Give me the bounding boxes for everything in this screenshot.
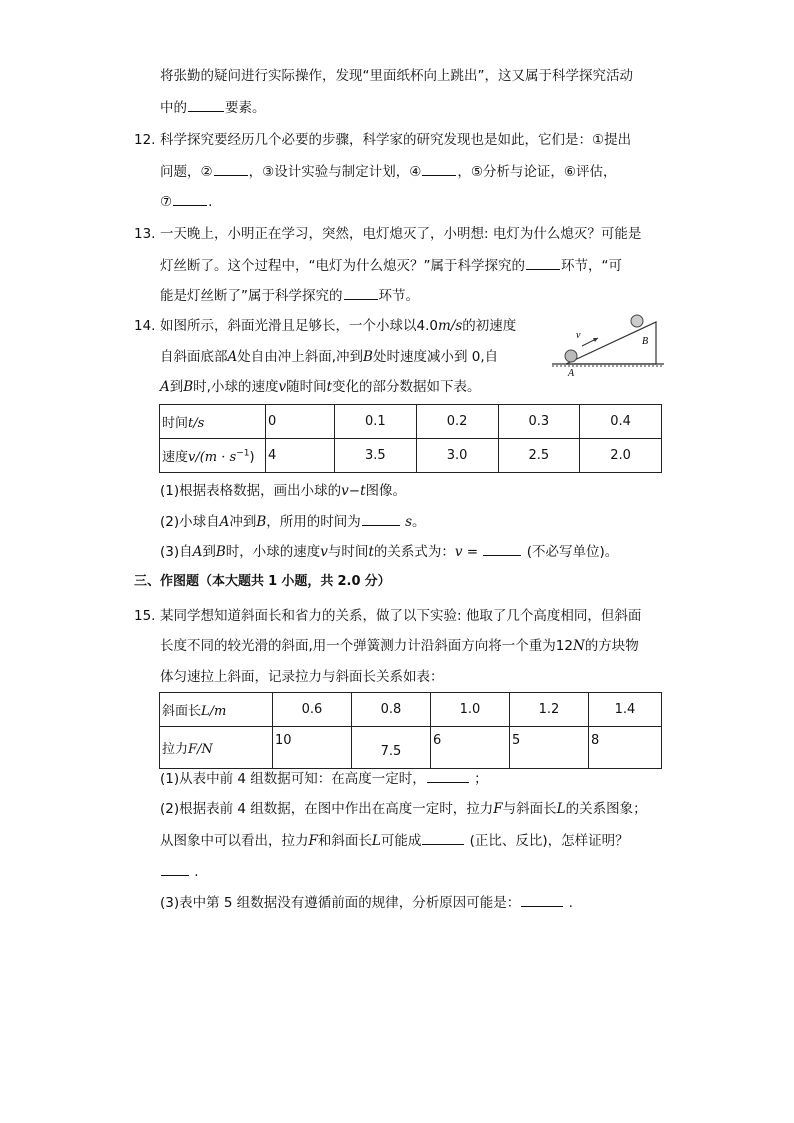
- table-cell: 0.1: [335, 405, 417, 439]
- table-cell: 2.0: [580, 439, 662, 473]
- answer-blank[interactable]: [173, 191, 207, 206]
- answer-blank[interactable]: [526, 255, 560, 270]
- label-b: B: [642, 336, 649, 347]
- q15-line-3: 体匀速拉上斜面，记录拉力与斜面长关系如表：: [160, 669, 444, 685]
- q14-sub-2: (2)小球自A冲到B，所用的时间为 s。: [160, 511, 426, 532]
- answer-blank[interactable]: [483, 541, 521, 556]
- q15-sub-1: (1)从表中前 4 组数据可知：在高度一定时， ；: [160, 768, 488, 789]
- row-header-force: 拉力F/N: [160, 727, 273, 769]
- table-row: [160, 693, 662, 727]
- q15-line-2: 长度不同的较光滑的斜面,用一个弹簧测力计沿斜面方向将一个重为12N的方块物: [160, 638, 639, 654]
- question-number-14: 14.: [134, 318, 156, 334]
- table-cell: 0: [266, 405, 335, 439]
- q15-sub-3: (3)表中第 5 组数据没有遵循前面的规律，分析原因可能是： .: [160, 892, 573, 913]
- answer-blank[interactable]: [422, 830, 464, 845]
- q14-line-1: 如图所示，斜面光滑且足够长，一个小球以4.0m/s的初速度: [160, 318, 517, 334]
- q14-sub-3: (3)自A到B时，小球的速度v与时间t的关系式为：v = (不必写单位)。: [160, 541, 618, 562]
- q15-sub-2: (2)根据表前 4 组数据，在图中作出在高度一定时，拉力F与斜面长L的关系图象；: [160, 801, 647, 817]
- table-cell: 3.5: [335, 439, 417, 473]
- table-cell: 7.5: [352, 727, 431, 769]
- q11-line-1: 将张勤的疑问进行实际操作，发现“里面纸杯向上跳出”，这又属于科学探究活动: [160, 68, 633, 84]
- row-header-time: 时间t/s: [160, 405, 266, 439]
- q12-line-3: ⑦ .: [160, 191, 212, 212]
- table-cell: 0.8: [352, 693, 431, 727]
- q15-sub-2-line-2: 从图象中可以看出，拉力F和斜面长L可能成 (正比、反比)，怎样证明？: [160, 830, 629, 851]
- table-row: [160, 405, 662, 439]
- table-cell: 1.2: [510, 693, 589, 727]
- table-cell: 0.2: [416, 405, 498, 439]
- q14-line-3: A到B时,小球的速度v随时间t变化的部分数据如下表。: [160, 379, 481, 395]
- table-cell: 2.5: [498, 439, 580, 473]
- table-row: [160, 727, 662, 769]
- q14-line-2: 自斜面底部A处自由冲上斜面,冲到B处时速度减小到 0,自: [160, 349, 499, 365]
- table-cell: 8: [589, 727, 662, 769]
- table-cell: 0.6: [273, 693, 352, 727]
- answer-blank[interactable]: [521, 892, 563, 907]
- table-cell: 0.3: [498, 405, 580, 439]
- table-cell: 3.0: [416, 439, 498, 473]
- question-number-15: 15.: [134, 608, 156, 624]
- answer-blank[interactable]: [422, 161, 456, 176]
- question-number-12: 12.: [134, 132, 156, 148]
- table-cell: 6: [431, 727, 510, 769]
- q13-line-1: 一天晚上，小明正在学习，突然，电灯熄灭了，小明想: 电灯为什么熄灭？可能是: [160, 226, 642, 242]
- row-header-length: 斜面长L/m: [160, 693, 273, 727]
- table-cell: 4: [266, 439, 335, 473]
- q12-line-2: 问题，② ，③设计实验与制定计划，④ ，⑤分析与论证，⑥评估，: [160, 161, 617, 182]
- q13-line-3: 能是灯丝断了”属于科学探究的 环节。: [160, 285, 419, 306]
- ball-at-a: [565, 350, 577, 362]
- label-a: A: [568, 368, 575, 376]
- answer-blank[interactable]: [344, 285, 378, 300]
- answer-blank[interactable]: [188, 97, 224, 112]
- q12-line-1: 科学探究要经历几个必要的步骤，科学家的研究发现也是如此，它们是：①提出: [160, 132, 632, 148]
- answer-blank[interactable]: [362, 511, 400, 526]
- table-cell: 10: [273, 727, 352, 769]
- table-cell: 5: [510, 727, 589, 769]
- q15-sub-2-line-3: .: [160, 861, 199, 882]
- answer-blank[interactable]: [161, 861, 189, 876]
- q13-line-2: 灯丝断了。这个过程中，“电灯为什么熄灭？”属于科学探究的 环节，“可: [160, 255, 622, 276]
- velocity-time-table: [159, 404, 662, 473]
- q14-sub-1: (1)根据表格数据，画出小球的v−t图像。: [160, 483, 406, 499]
- incline-figure: [548, 310, 666, 376]
- ball-at-b: [631, 315, 643, 327]
- question-number-13: 13.: [134, 226, 156, 242]
- table-cell: 0.4: [580, 405, 662, 439]
- table-cell: 1.4: [589, 693, 662, 727]
- section-3-heading: 三、作图题（本大题共 1 小题，共 2.0 分）: [134, 574, 391, 589]
- answer-blank[interactable]: [214, 161, 248, 176]
- q15-line-1: 某同学想知道斜面长和省力的关系，做了以下实验: 他取了几个高度相同，但斜面: [160, 608, 642, 624]
- label-v: v: [576, 330, 581, 341]
- q11-line-2: 中的 要素。: [160, 97, 266, 118]
- length-force-table: [159, 692, 662, 769]
- row-header-velocity: 速度$v/(m \cdot s^{-1})$: [160, 439, 266, 473]
- table-cell: 1.0: [431, 693, 510, 727]
- table-row: [160, 439, 662, 473]
- answer-blank[interactable]: [427, 768, 469, 783]
